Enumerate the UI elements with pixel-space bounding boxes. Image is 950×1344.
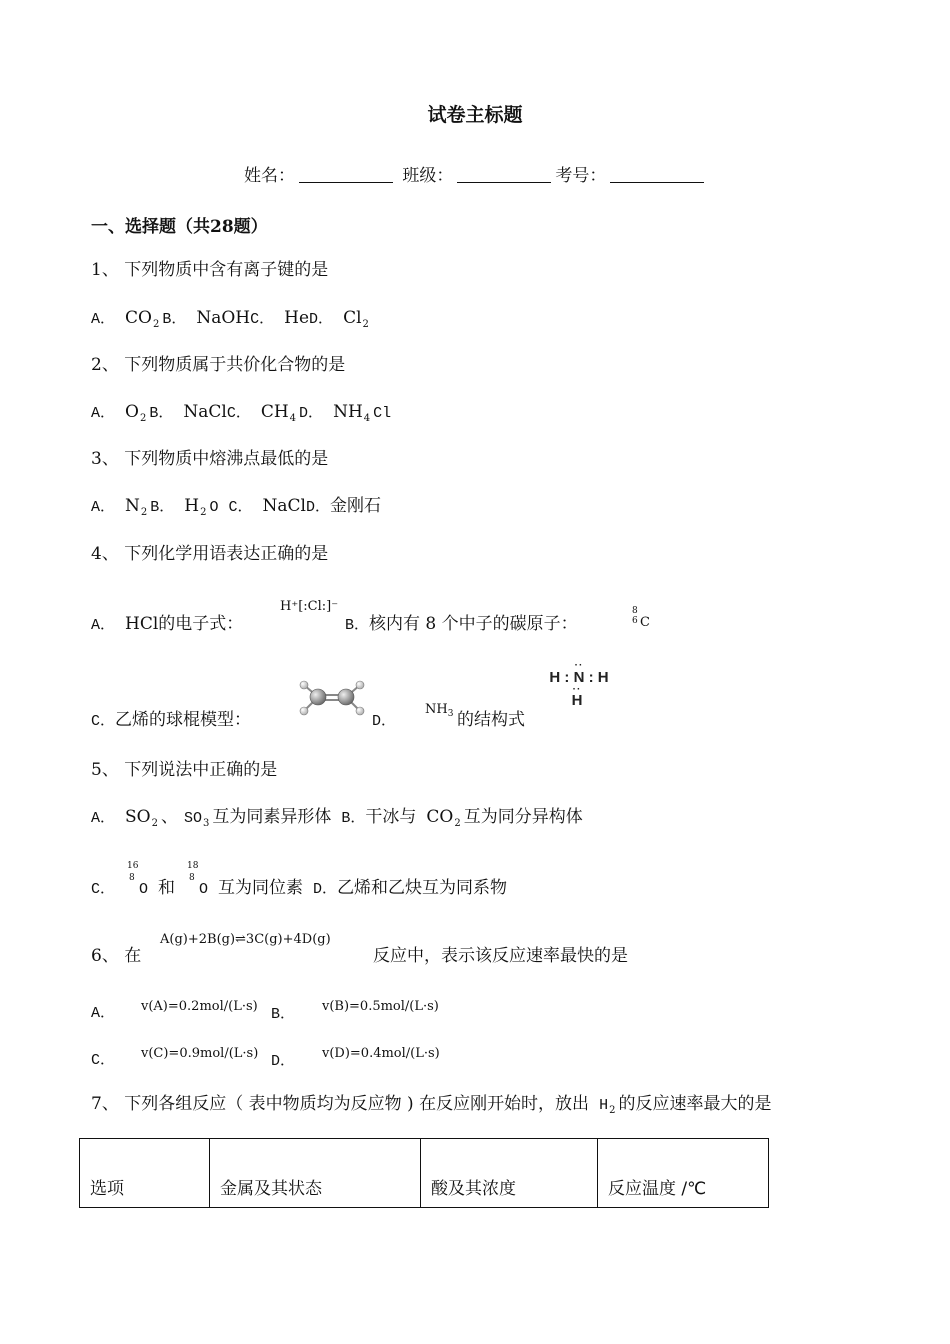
q3-opt-b: H [184, 496, 200, 516]
q5-opt-b-text: 干冰与 [365, 807, 417, 827]
bond-pair-dots: ·· [572, 684, 582, 695]
o18-element: O [199, 881, 209, 898]
q2-opt-c-sub: 4 [289, 413, 297, 424]
q6-opt-c: v(C)=0.9mol/(L·s) [141, 1046, 259, 1061]
q5-opt-d: 乙烯和乙炔互为同系物 [337, 878, 508, 898]
q5-opt-a-so3-sub: 3 [203, 818, 210, 829]
q3-opt-c-label: C． [228, 499, 253, 516]
name-label: 姓名： [244, 166, 295, 186]
q2-opt-a-label: A． [91, 405, 116, 422]
q5-stem: 5、 下列说法中正确的是 [91, 760, 278, 780]
q1-opt-a-label: A． [91, 311, 116, 328]
nh3-formula-text: NH [425, 702, 448, 717]
class-label: 班级： [402, 166, 454, 186]
q7-stem-post: 的反应速率最大的是 [618, 1094, 772, 1114]
q4-options-ab [91, 613, 243, 637]
q5-opt-c-tail: 互为同位素 [218, 878, 304, 898]
q5-opt-a-so3: SO [183, 810, 202, 827]
q1-opt-c-label: C． [250, 311, 275, 328]
q1-opt-d-label: D． [309, 311, 334, 328]
nh3-top-row: H : N : H [549, 669, 609, 686]
table-header-row [80, 1139, 769, 1208]
q4-opt-b-label: B． [345, 617, 370, 634]
q4-opt-b: 核内有 8 个中子的碳原子： [369, 614, 578, 634]
class-blank[interactable] [457, 166, 551, 183]
q1-opt-b: NaOH [196, 308, 251, 328]
q5-opt-a-so2: SO [125, 807, 151, 827]
q2-opt-a-sub: 2 [139, 413, 147, 424]
q5-opt-b-co2: CO [426, 807, 454, 827]
q2-stem: 2、 下列物质属于共价化合物的是 [91, 355, 346, 375]
q5-opt-c-label: C． [91, 881, 116, 898]
q2-opt-c: CH [260, 402, 289, 422]
q3-opt-b-sub: 2 [200, 507, 207, 518]
q6-a-label-text: A． [91, 1005, 116, 1022]
o18-z: 8 [189, 873, 195, 883]
name-blank[interactable] [299, 166, 393, 183]
q1-opt-a: CO [125, 308, 152, 328]
q2-opt-b: NaCl [183, 402, 227, 422]
nh3-bottom-h: H [571, 692, 583, 709]
table-header-cell: 酸及其浓度 [421, 1139, 598, 1208]
q6-opt-d: v(D)=0.4mol/(L·s) [322, 1046, 440, 1061]
nh3-structure [543, 660, 615, 710]
q3-opt-c: NaCl [262, 496, 306, 516]
q5-opt-b-tail: 互为同分异构体 [463, 807, 583, 827]
q6-opt-a: v(A)=0.2mol/(L·s) [141, 999, 258, 1014]
q2-opt-a: O [125, 402, 139, 422]
q1-opt-a-sub: 2 [152, 319, 160, 330]
o16-mass: 16 [127, 861, 139, 871]
o16-z: 8 [129, 873, 135, 883]
q6-opt-d-label [271, 1049, 295, 1073]
q2-opt-d-sub: 4 [363, 413, 371, 424]
o16-element: O [139, 881, 149, 898]
q6-equation: A(g)+2B(g)⇌3C(g)+4D(g) [160, 932, 331, 947]
q6-num: 6、 在 [91, 946, 142, 966]
q3-opt-a-sub: 2 [140, 507, 148, 518]
carbon-isotope-symbol [630, 604, 650, 634]
q2-opt-b-label: B． [149, 405, 174, 422]
q3-stem: 3、 下列物质中熔沸点最低的是 [91, 449, 329, 469]
q5-options-ab [91, 806, 583, 831]
q4-opt-a-label: A． [91, 617, 116, 634]
q6-opt-b-label [271, 1002, 295, 1026]
q4-opt-d-text: 的结构式 [457, 710, 525, 730]
q2-opt-d: NH [333, 402, 363, 422]
q3-opt-a-label: A． [91, 499, 116, 516]
q5-opt-b-co2-sub: 2 [454, 818, 461, 829]
q1-opt-b-label: B． [162, 311, 187, 328]
q1-opt-d: Cl [343, 308, 362, 328]
o18-mass: 18 [187, 861, 199, 871]
q5-opt-c-and: 和 [158, 878, 176, 898]
number-label: 考号： [555, 166, 607, 186]
q6-c-label-text: C． [91, 1052, 116, 1069]
q5-opt-a-sep: 、 [160, 807, 178, 827]
q5-opt-d-label: D． [313, 881, 338, 898]
table-header-cell: 反应温度 /℃ [598, 1139, 769, 1208]
q6-opt-c-label [91, 1048, 115, 1072]
q4-opt-a: HCl的电子式： [125, 614, 244, 634]
nh3-formula-sub: 3 [447, 709, 454, 719]
ethylene-ball-stick-model [296, 675, 368, 721]
q7-table [79, 1138, 769, 1208]
q4-stem: 4、 下列化学用语表达正确的是 [91, 544, 329, 564]
section-heading: 一、选择题（共28题） [91, 217, 268, 237]
page-title: 试卷主标题 [427, 104, 523, 126]
q5-opt-a-label: A． [91, 810, 116, 827]
q3-opt-b-tail: O [209, 499, 219, 516]
q5-opt-b-label: B． [341, 810, 366, 827]
q4-opt-c-label: C． [91, 713, 116, 730]
q2-opt-d-tail: Cl [373, 405, 392, 422]
q6-opt-b: v(B)=0.5mol/(L·s) [322, 999, 439, 1014]
q2-opt-c-label: C． [226, 405, 251, 422]
q2-opt-d-label: D． [299, 405, 324, 422]
q2-options [91, 401, 391, 426]
q5-options-cd [91, 861, 508, 901]
q6-opt-a-label [91, 1001, 115, 1025]
q3-opt-a: N [125, 496, 140, 516]
q1-stem: 1、 下列物质中含有离子键的是 [91, 260, 329, 280]
table-header-cell: 选项 [80, 1139, 210, 1208]
q1-opt-c: He [284, 308, 310, 328]
carbon-mass-number: 8 [632, 606, 638, 616]
q3-opt-d: 金刚石 [330, 496, 381, 516]
q3-opt-d-label: D． [305, 499, 330, 516]
q5-opt-a-tail: 互为同素异形体 [212, 807, 332, 827]
carbon-atomic-number: 6 [632, 616, 638, 626]
lone-pair-dots: ·· [574, 660, 584, 671]
hcl-electron-formula: H⁺[:Cl:]⁻ [280, 599, 339, 614]
q3-opt-b-label: B． [150, 499, 175, 516]
q1-options [91, 307, 372, 332]
q5-opt-a-so2-sub: 2 [151, 818, 158, 829]
q6-stem-tail: 反应中，表示该反应速率最快的是 [373, 946, 628, 966]
student-info-line [244, 161, 708, 186]
q7-h2-sub: 2 [609, 1105, 616, 1116]
q4-opt-c: 乙烯的球棍模型： [115, 710, 252, 730]
table-header-cell: 金属及其状态 [210, 1139, 421, 1208]
q3-options [91, 495, 381, 520]
q7-stem-pre: 7、 下列各组反应（ 表中物质均为反应物 ) 在反应刚开始时，放出 [91, 1094, 590, 1114]
q6-b-label-text: B． [271, 1006, 296, 1023]
q7-stem [91, 1093, 771, 1118]
carbon-element: C [640, 615, 650, 630]
nh3-formula [425, 699, 453, 722]
q4-opt-b-line [345, 613, 578, 637]
number-blank[interactable] [610, 166, 704, 183]
q4-opt-d-label: D． [372, 713, 397, 730]
q4-opt-d-line [372, 709, 396, 733]
q6-d-label-text: D． [271, 1053, 296, 1070]
q4-options-cd [91, 709, 251, 733]
q7-h2: H [599, 1097, 609, 1114]
q1-opt-d-sub: 2 [362, 319, 369, 330]
